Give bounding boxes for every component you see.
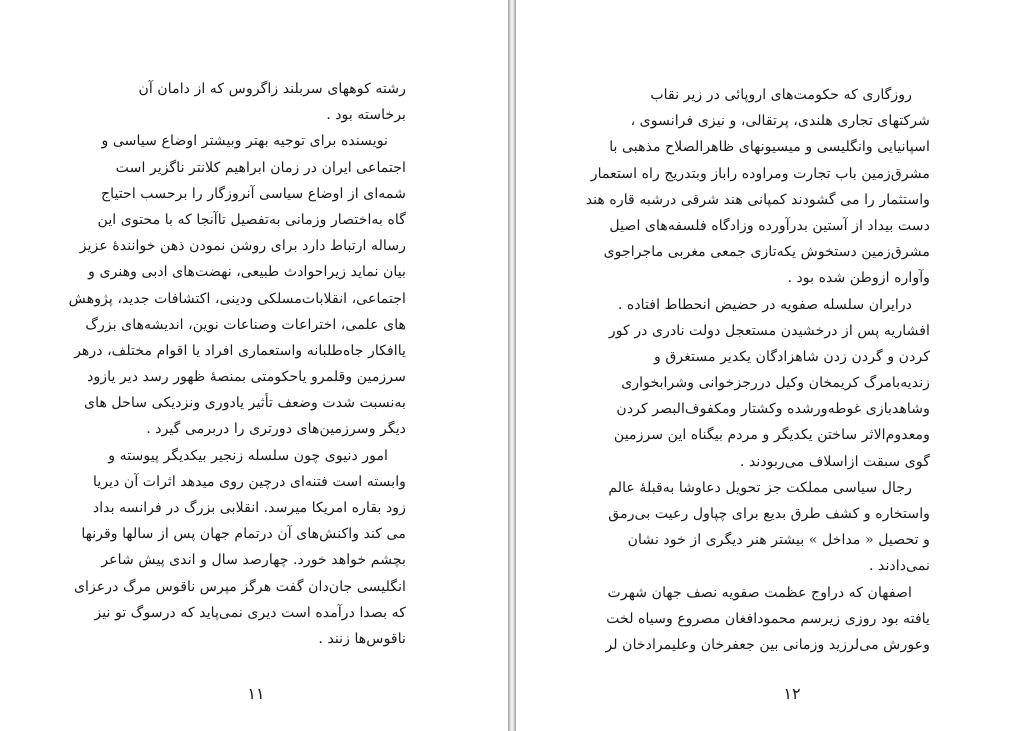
text-line: زندیه‌بامرگ کریمخان وکیل دررجزخوانی وشرابخواری [621,375,930,392]
text-line: ومعدوم‌الاثر ساختن یکدیگر و مردم بیگناه این سرزمین [613,427,930,444]
text-line: روزگاری که حکومت‌های اروپائی در زیر نقاب [650,87,912,103]
text-line: وآواره ازوطن شده بود . [787,270,930,287]
text-line: شرکتهای تجاری هلندی، پرتقالی، و نیزی فرانسوی ، [630,113,930,130]
text-line: کردن و گردن زدن شاهزادگان یکدیر مستغرق و [654,348,930,365]
text-line: بچشم خواهد خورد. چهارصد سال و اندی پیش شاعر [101,552,406,569]
book-gutter [508,0,516,731]
text-line: اصفهان که دراوج عظمت صفویه نصف جهان شهرت [607,584,912,601]
text-line: دیگر وسرزمین‌های دورتری را دربرمی گیرد . [146,421,406,438]
text-line: وعورش می‌لرزید وزمانی بین جعفرخان وعلیمرادخان لر [605,636,930,653]
text-line: سرزمین وقلمرو یاحکومتی بمنصهٔ ظهور رسد دیر یازود [87,369,406,386]
text-line: انگلیسی جان‌دان گفت هرگز مپرس ناقوس مرگ درعزای [73,578,406,595]
text-line: زود بقاره امریکا میرسد. انقلابی بزرگ در فرانسه بداد [92,500,406,516]
text-line: واستخاره و کشف طرق بدیع برای چپاول رعیت بی‌رمق [608,506,930,522]
text-line: گوی سبقت ازاسلاف می‌ربودند . [739,453,930,470]
text-line: به‌نسبت شدت وضعف تأثیر یادوری ونزدیکی ساحل های [84,395,406,412]
text-line: وابسته است فتنه‌ای درچین روی میدهد اثرات آن دیریا [93,473,406,490]
text-line: اسپانیایی وانگلیسی و میسیونهای ظاهرالصلاح مذهبی با [609,139,930,156]
text-line: رجال سیاسی مملکت جز تحویل دعاوشا به‌قبلهٔ عالم [608,479,912,496]
left-page [0,0,508,731]
text-line: رشته کوههای سربلند زاگروس که از دامان آن [138,81,406,97]
right-page [516,0,1024,731]
text-line: افشاریه پس از درخشیدن مستعجل دولت نادری در کور [608,322,930,339]
text-line: امور دنیوی چون سلسله زنجیر بیکدیگر پیوسته و [108,447,388,464]
text-line: و تحصیل « مداخل » بیشتر هنر دیگری از خود نشان [627,532,930,549]
text-line: درایران سلسله صفویه در حضیض انحطاط افتاده . [617,296,912,313]
text-line: مشرق‌زمین باب تجارت ومراوده راباز وبتدریج راه استعمار [590,165,930,182]
text-line: بیان نماید زیراحوادث طبیعی، نهضت‌های ادبی وهنری و [88,264,406,281]
text-line: که بصدا درآمده است دیری نمی‌پاید که درسوگ تو نیز [94,604,406,621]
text-line: یافته بود روزی زیرسم محمودافغان مصروع وسیاه لخت [606,610,930,627]
left-page-body [68,76,406,652]
text-line: رساله ارتباط دارد برای روشن نمودن ذهن خوانندهٔ عزیز [79,238,406,255]
text-line: نمی‌دادند . [869,558,930,575]
text-line: گاه به‌اختصار وزمانی به‌تفصیل تاآنجا که با محتوی این [97,211,406,228]
text-line: اجتماعی، انقلابات‌مسلکی ودینی، اکتشافات جدید، پژوهش [68,290,406,307]
page-number: ۱۲ [783,684,801,703]
text-line: برخاسته بود . [326,107,406,124]
text-line: شمه‌ای از اوضاع سیاسی آنروزگار را برحسب احتیاج [101,185,406,202]
text-line: وشاهدبازی غوطه‌ورشده وکشتار ومکفوف‌البصر کردن [616,401,930,418]
text-line: دست بیداد از آستین بدرآورده وزادگاه فلسفه‌های اصیل [609,217,930,234]
text-line: می کند واکنش‌های آن درتمام جهان پس از سالها وقرنها [81,526,406,543]
text-line: ناقوس‌ها زنند . [318,630,406,647]
text-line: های علمی، اختراعات وصناعات نوین، اندیشه‌های بزرگ [85,316,406,333]
text-line: یاافکار جاه‌طلبانه واستعماری افراد یا اقوام مختلف، درهر [74,342,406,359]
text-line: اجتماعی ایران در زمان ابراهیم کلانتر ناگزیر است [115,159,406,176]
right-page-body [585,82,930,658]
text-line: نویسنده برای توجیه بهتر وبیشتر اوضاع سیاسی و [101,133,388,150]
text-line: مشرق‌زمین دستخوش یکه‌تازی جمعی مغربی ماجراجوی [603,244,930,261]
text-line: واستثمار را می گشودند کمپانی هند شرقی درشبه قاره هند [585,191,930,208]
page-number: ۱۱ [247,684,265,703]
